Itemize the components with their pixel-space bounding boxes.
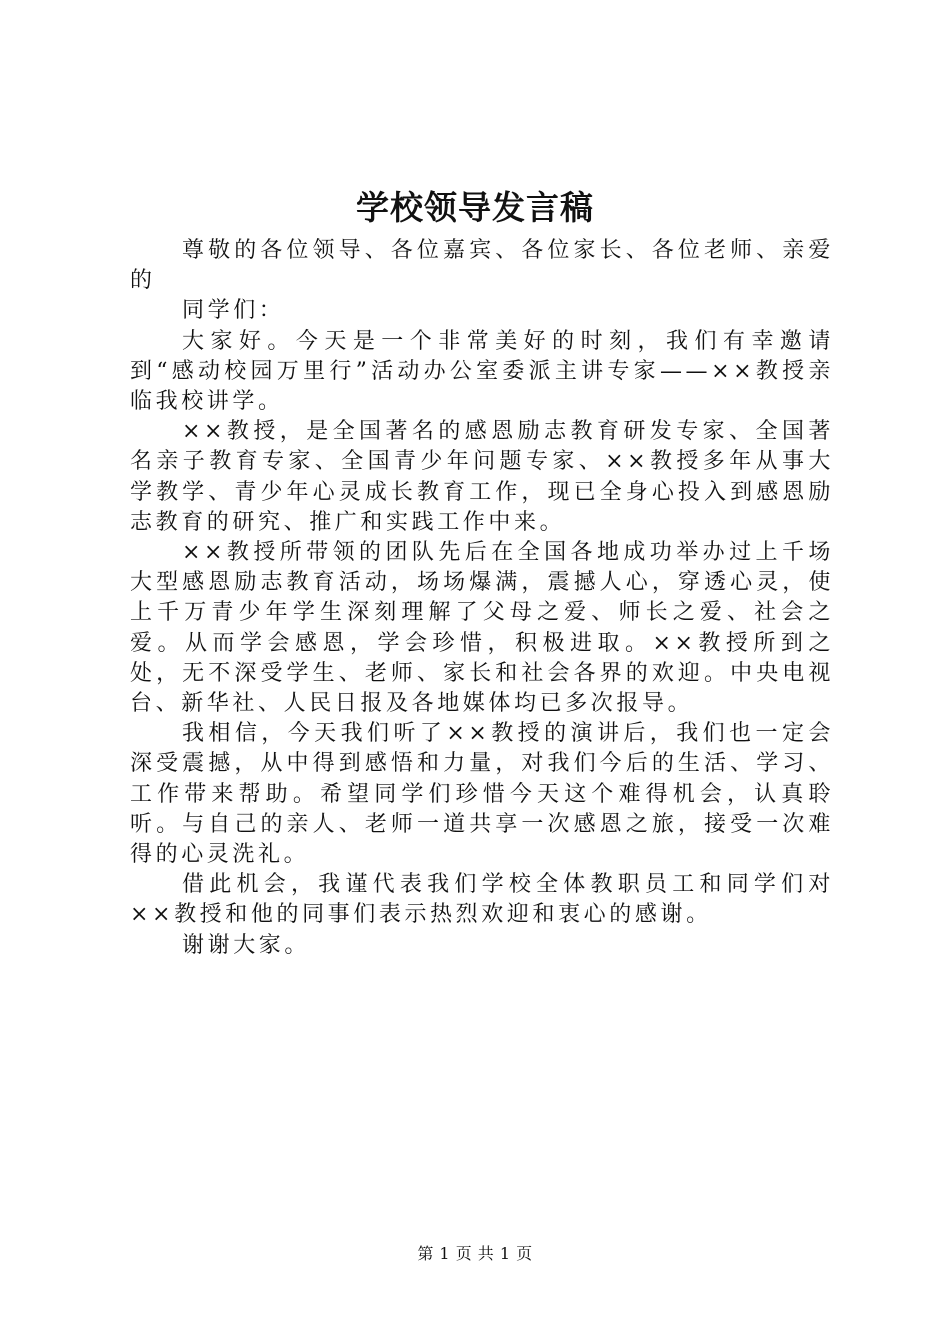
paragraph-professor-intro: ××教授，是全国著名的感恩励志教育研发专家、全国著名亲子教育专家、全国青少年问题专家、××教授多年从事大学教学、青少年心灵成长教育工作，现已全身心投入到感恩励志教育的研究、推广和实践工作中来。: [130, 419, 834, 535]
document-title: 学校领导发言稿: [356, 188, 594, 227]
paragraph-expectation: 我相信，今天我们听了××教授的演讲后，我们也一定会深受震撼，从中得到感悟和力量，对我们今后的生活、学习、工作带来帮助。希望同学们珍惜今天这个难得机会，认真聆听。与自己的亲人、老师一道共享一次感恩之旅，接受一次难得的心灵洗礼。: [130, 721, 834, 868]
paragraph-greeting: 大家好。今天是一个非常美好的时刻，我们有幸邀请到“感动校园万里行”活动办公室委派主讲专家——××教授亲临我校讲学。: [130, 328, 834, 415]
paragraph-thanks-statement: 借此机会，我谨代表我们学校全体教职员工和同学们对××教授和他的同事们表示热烈欢迎和衷心的感谢。: [130, 872, 834, 928]
paragraph-salutation-continued: 同学们：: [182, 298, 285, 324]
paragraph-team-achievements: ××教授所带领的团队先后在全国各地成功举办过上千场大型感恩励志教育活动，场场爆满，震撼人心，穿透心灵，使上千万青少年学生深刻理解了父母之爱、师长之爱、社会之爱。从而学会感恩，学会珍惜，积极进取。××教授所到之处，无不深受学生、老师、家长和社会各界的欢迎。中央电视台、新华社、人民日报及各地媒体均已多次报导。: [130, 540, 834, 717]
document-body: [130, 236, 834, 961]
page-number-footer: 第 1 页 共 1 页: [417, 1244, 533, 1263]
paragraph-closing: 谢谢大家。: [182, 932, 311, 958]
paragraph-salutation: 尊敬的各位领导、各位嘉宾、各位家长、各位老师、亲爱的: [130, 238, 834, 294]
